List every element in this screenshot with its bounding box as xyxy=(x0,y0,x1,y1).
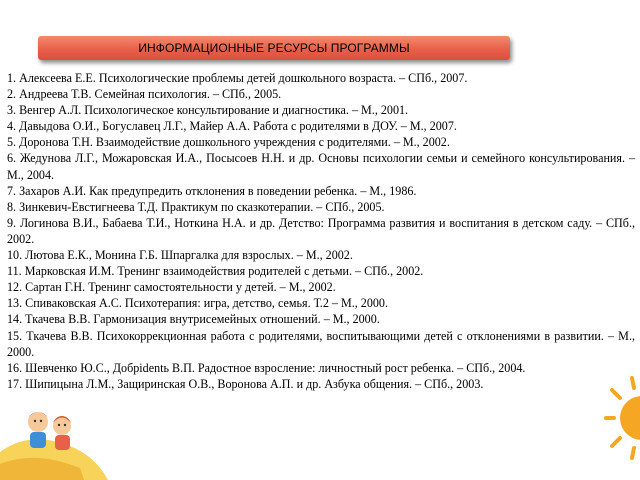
bibliography-list xyxy=(7,70,635,392)
page-title: ИНФОРМАЦИОННЫЕ РЕСУРСЫ ПРОГРАММЫ xyxy=(138,41,410,55)
title-banner xyxy=(38,36,510,60)
list-item: 7. Захаров А.И. Как предупредить отклонения в поведении ребенка. – М., 1986. xyxy=(7,183,417,198)
list-item: 8. Зинкевич-Евстигнеева Т.Д. Практикум по сказкотерапии. – СПб., 2005. xyxy=(7,199,385,214)
list-item: 15. Ткачева В.В. Психокоррекционная работа с родителями, воспитывающими детей с отклонениями в развитии. – М., 2000. xyxy=(7,328,635,359)
list-item: 3. Венгер А.Л. Психологическое консультирование и диагностика. – М., 2001. xyxy=(7,103,409,118)
list-item: 2. Андреева Т.В. Семейная психология. – СПб., 2005. xyxy=(7,87,282,102)
list-item: 12. Сартан Г.Н. Тренинг самостоятельности у детей. – М., 2002. xyxy=(7,280,336,295)
list-item: 11. Марковская И.М. Тренинг взаимодействия родителей с детьми. – СПб., 2002. xyxy=(7,264,424,279)
list-item: 9. Логинова В.И., Бабаева Т.И., Ноткина Н.А. и др. Детство: Программа развития и воспитания в детском саду. – СПб., 2002. xyxy=(7,215,635,246)
list-item: 1. Алексеева Е.Е. Психологические проблемы детей дошкольного возраста. – СПб., 2007. xyxy=(7,71,468,85)
list-item: 14. Ткачева В.В. Гармонизация внутрисемейных отношений. – М., 2000. xyxy=(7,312,380,327)
list-item: 5. Доронова Т.Н. Взаимодействие дошкольного учреждения с родителями. – М., 2002. xyxy=(7,135,450,150)
list-item: 13. Спиваковская А.С. Психотерапия: игра, детство, семья. Т.2 – М., 2000. xyxy=(7,296,389,311)
list-item: 16. Шевченко Ю.С., Добрidentь В.П. Радостное взросление: личностный рост ребенка. – СПб., 2004. xyxy=(7,360,526,375)
list-item: 6. Жедунова Л.Г., Можаровская И.А., Посысоев Н.Н. и др. Основы психологии семьи и семейного консультирования. – М., 2004. xyxy=(7,151,635,182)
list-item: 4. Давыдова О.И., Богуславец Л.Г., Майер А.А. Работа с родителями в ДОУ. – М., 2007. xyxy=(7,119,457,134)
list-item: 10. Лютова Е.К., Монина Г.Б. Шпаргалка для взрослых. – М., 2002. xyxy=(7,248,353,263)
list-item: 17. Шипицына Л.М., Защиринская О.В., Воронова А.П. и др. Азбука общения. – СПб., 2003. xyxy=(7,376,484,391)
children-illustration xyxy=(0,390,110,480)
